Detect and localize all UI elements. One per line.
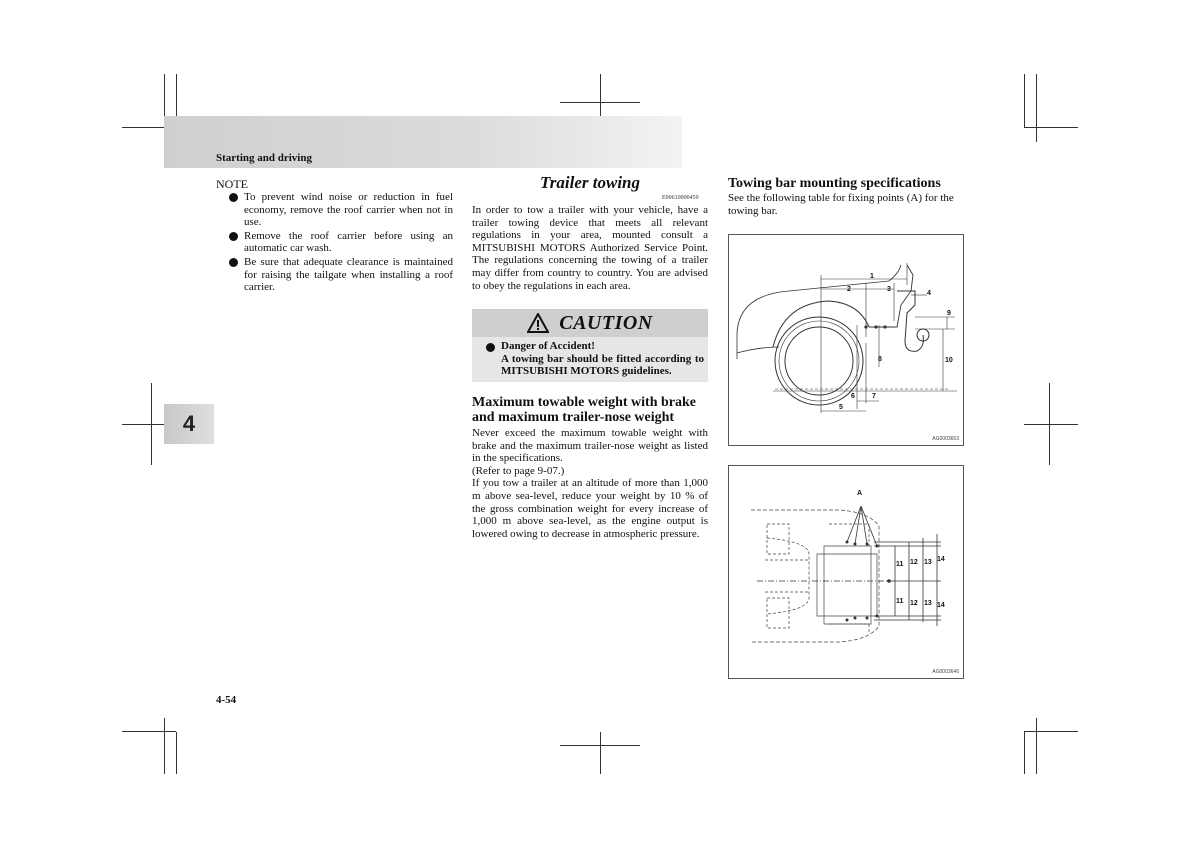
paragraph: (Refer to page 9-07.) [472, 464, 565, 477]
paragraph: Never exceed the maximum towable weight with brake and the maximum trailer-nose weight as listed in the specifications. [472, 427, 708, 465]
list-item [229, 191, 453, 229]
dim-label-13: 13 [924, 559, 932, 566]
dim-label-12: 12 [910, 600, 918, 607]
towing-bar-paragraph: See the following table for fixing points (A) for the towing bar. [728, 192, 954, 217]
dim-label-7: 7 [872, 393, 876, 400]
dim-label-14: 14 [937, 556, 945, 563]
dim-label-11: 11 [896, 561, 904, 568]
note-list [229, 191, 453, 295]
caution-box [472, 309, 708, 382]
trailer-towing-title: Trailer towing [540, 173, 640, 192]
bullet-icon [229, 258, 238, 267]
caution-item [486, 340, 704, 378]
dim-label-4: 4 [927, 290, 931, 297]
dim-label-11: 11 [896, 598, 904, 605]
list-item [229, 256, 453, 294]
figure-code: AG0003646 [932, 669, 959, 675]
caution-item-title: Danger of Accident! [501, 340, 595, 352]
towing-bar-heading: Towing bar mounting specifications [728, 176, 941, 191]
dim-label-9: 9 [947, 310, 951, 317]
bullet-icon [229, 193, 238, 202]
caution-header [472, 309, 708, 337]
bottom-view-figure [728, 465, 964, 679]
figure-code: AG0003653 [932, 436, 959, 442]
dim-label-6: 6 [851, 393, 855, 400]
warning-triangle-icon [527, 313, 549, 333]
list-item-text: Be sure that adequate clearance is maintained for raising the tailgate when installing a roof carrier. [244, 255, 453, 294]
dim-label-2: 2 [847, 286, 851, 293]
dim-label-14: 14 [937, 602, 945, 609]
bullet-icon [229, 232, 238, 241]
dim-label-8: 8 [878, 356, 882, 363]
bottom-view-diagram [729, 466, 963, 678]
list-item-text: To prevent wind noise or reduction in fuel economy, remove the roof carrier when not in use. [244, 191, 453, 229]
dim-label-12: 12 [910, 559, 918, 566]
side-view-diagram [729, 235, 963, 445]
max-weight-heading: Maximum towable weight with brake and maximum trailer-nose weight [472, 395, 696, 425]
list-item-text: Remove the roof carrier before using an automatic car wash. [244, 229, 453, 255]
side-view-figure [728, 234, 964, 446]
dim-label-13: 13 [924, 600, 932, 607]
trailer-towing-paragraph: In order to tow a trailer with your vehicle, have a trailer towing device that meets all relevant regulations in your area, mounted consult a MITSUBISHI MOTORS Authorized Service Point. The regulations concerning the towing of a trailer may differ from country to country. You are advised to obey the regulations in each area. [472, 204, 708, 292]
dim-label-10: 10 [945, 357, 953, 364]
max-weight-text [472, 427, 708, 540]
bullet-icon [486, 343, 495, 352]
dim-label-3: 3 [887, 286, 891, 293]
caution-heading: CAUTION [559, 311, 653, 334]
paragraph: If you tow a trailer at an altitude of more than 1,000 m above sea-level, reduce your weight by 10 % of the gross combination weight for every increase of 1,000 m above sea-level, as the engine output is lowered owing to decrease in atmospheric pressure. [472, 477, 708, 540]
note-label: NOTE [216, 177, 248, 191]
chapter-tab: 4 [164, 404, 214, 444]
caution-item-text: A towing bar should be fitted according to MITSUBISHI MOTORS guidelines. [501, 352, 704, 378]
list-item [229, 230, 453, 255]
section-code: E00610000459 [662, 195, 699, 201]
dim-label-1: 1 [870, 273, 874, 280]
page-number: 4-54 [216, 694, 237, 706]
section-title: Starting and driving [216, 152, 312, 164]
fixing-point-label: A [857, 490, 863, 497]
dim-label-5: 5 [839, 404, 843, 411]
